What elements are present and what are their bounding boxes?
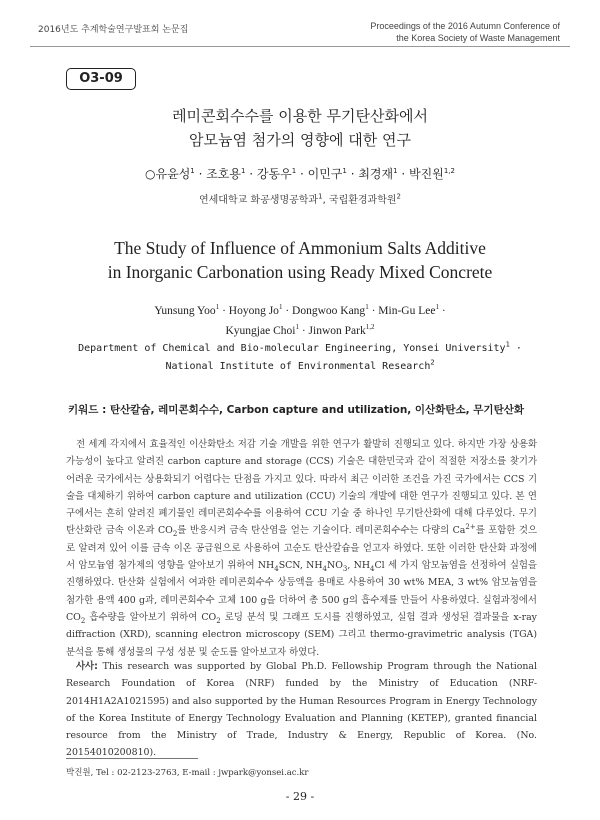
kr-affil-2-sup: 2 xyxy=(396,192,402,201)
author-sep: · xyxy=(346,167,359,181)
kr-affil-2: 국립환경과학원 xyxy=(328,195,397,206)
en-author-5-sup: 1 xyxy=(295,323,299,332)
page-number: - 29 - xyxy=(285,790,315,803)
kr-affil-1-sup: 1 xyxy=(318,192,323,201)
presenter-mark: ○ xyxy=(145,167,156,181)
author-2: 강동우 xyxy=(256,167,292,181)
author-5-sup: 1,2 xyxy=(443,167,455,175)
author-sep: · xyxy=(296,167,308,181)
en-affil-1-sup: 1 xyxy=(505,340,510,349)
header-left: 2016년도 추계학술연구발표회 논문집 xyxy=(38,25,189,35)
korean-title-line2: 암모늄염 첨가의 영향에 대한 연구 xyxy=(189,131,411,149)
en-author-1-sup: 1 xyxy=(215,303,220,312)
abstract-text-d: SCN, NH xyxy=(278,560,323,572)
sub-4: 4 xyxy=(370,564,375,573)
sub-4: 4 xyxy=(274,564,279,573)
abstract-text-e: NO xyxy=(327,560,343,572)
header-right xyxy=(370,20,560,44)
en-author-3-sup: 1 xyxy=(365,303,369,312)
english-authors xyxy=(0,301,600,341)
abstract-text-i: 로딩 분석 및 그래프 도시를 진행하였고, 실험 결과 생성된 결과물을 x-ray diffraction (XRD), scanning electron microscopy (SEM) 그리고 thermo-gravimetric analysis (TGA) 분석을 통해 생성물의 구성 성분 및 순도를 알아보고자 하였다. xyxy=(66,611,537,658)
author-5: 박진원 xyxy=(409,167,444,181)
author-3-sup: 1 xyxy=(342,167,347,175)
en-author-1: Yunsung Yoo xyxy=(154,305,216,317)
english-title-line2: in Inorganic Carbonation using Ready Mixed Concrete xyxy=(107,262,493,282)
session-code: O3-09 xyxy=(66,68,136,90)
acknowledgement xyxy=(66,658,537,762)
ack-text: This research was supported by Global Ph.D. Fellowship Program through the National Research Foundation of Korea (NRF) funded by the Ministry of Education (NRF-2014H1A2A1021595) and also supported by the Human Resources Program in Energy Technology of the Korea Institute of Energy Technology Evaluation and Planning (KETEP), granted financial resource from the Ministry of Trade, Industry & Energy, Republic of Korea. (No. 20154010200810). xyxy=(66,661,537,759)
en-author-sep: · xyxy=(219,305,229,317)
author-sep: · xyxy=(245,167,257,181)
sup-2plus: 2+ xyxy=(465,523,476,532)
en-author-sep: · xyxy=(282,305,293,317)
en-author-6-sup: 1,2 xyxy=(365,323,375,332)
english-affiliation-line1: Department of Chemical and Bio-molecular Engineering, Yonsei University$^1$ · xyxy=(78,340,522,354)
abstract-text-f: , NH xyxy=(347,560,371,572)
abstract xyxy=(66,436,537,661)
author-0: 유윤성 xyxy=(155,167,191,181)
abstract-text-c: 를 포함한 것으로 알려져 있어 이를 금속 이온 공급원으로 사용하여 고순도 탄산칼슘을 얻고자 하였다. 또한 이러한 탄산화 과정에서 암모늄염 첨가제의 영향을 알아보기 위하여 NH xyxy=(66,525,537,572)
author-2-sup: 1 xyxy=(291,167,297,175)
footnote-rule xyxy=(66,758,198,759)
korean-authors xyxy=(0,165,600,182)
keywords: 키워드 : 탄산칼슘, 레미콘회수수, Carbon capture and utilization, 이산화탄소, 무기탄산화 xyxy=(68,404,525,416)
en-author-sep: · xyxy=(298,325,309,337)
en-author-2-sup: 1 xyxy=(278,303,283,312)
abstract-text-a: 전 세계 각지에서 효율적인 이산화탄소 저감 기술 개발을 위한 연구가 활발히 진행되고 있다. 하지만 가장 상용화 가능성이 높다고 알려진 carbon capture and storage (CCS) 기술은 대한민국과 같이 적절한 저장소를 찾기가 어려운 국가에서는 상용화되기 어렵다는 단점을 가지고 있다. 따라서 최근 이러한 조건을 가진 국가에서는 CCS 기술을 대체하기 위하여 carbon capture and utilization (CCU) 기술의 개발에 대한 연구가 진행되고 있다. 본 연구에서는 흔히 알려진 폐기물인 레미콘회수수를 이용하여 CCU 기술 중 하나인 무기탄산화에 대해 다루었다. 무기탄산화란 금속 이온과 CO xyxy=(66,439,537,537)
ack-lead: 사사: xyxy=(76,661,98,672)
en-affil-2: National Institute of Environmental Research xyxy=(165,361,431,372)
en-author-2: Hoyong Jo xyxy=(228,305,279,317)
en-author-sep: · xyxy=(368,305,379,317)
author-1: 조호용 xyxy=(206,167,241,181)
abstract-text-h: 흡수량을 알아보기 위하여 CO xyxy=(85,611,217,623)
sub-3: 3 xyxy=(342,564,348,573)
english-title xyxy=(0,236,600,284)
header-right-line2: the Korea Society of Waste Management xyxy=(396,33,560,43)
author-4-sup: 1 xyxy=(393,167,398,175)
korean-title xyxy=(0,104,600,152)
abstract-paragraph xyxy=(66,436,537,661)
en-author-4-sup: 1 xyxy=(435,303,439,312)
kr-affil-1: 연세대학교 화공생명공학과 xyxy=(198,195,319,206)
sub-4: 4 xyxy=(322,564,328,573)
english-authors-line1 xyxy=(0,301,600,321)
corresponding-author-footnote: 박진원, Tel : 02-2123-2763, E-mail : jwpark@yonsei.ac.kr xyxy=(66,768,309,778)
sub-2: 2 xyxy=(216,616,221,625)
english-authors-line2 xyxy=(0,321,600,341)
header-right-line1: Proceedings of the 2016 Autumn Conference of xyxy=(370,21,560,31)
en-author-sep: · xyxy=(438,305,446,317)
author-4: 최경재 xyxy=(358,167,394,181)
author-sep: · xyxy=(194,167,207,181)
english-affiliation-line2 xyxy=(0,358,600,376)
acknowledgement-paragraph xyxy=(66,658,537,762)
author-1-sup: 1 xyxy=(241,167,246,175)
abstract-text-b: 를 반응시켜 금속 탄산염을 얻는 기술이다. 레미콘회수수는 다량의 Ca xyxy=(177,525,466,537)
english-affiliation xyxy=(0,340,600,376)
abstract-text-g: Cl 세 가지 암모늄염을 선정하여 실험을 진행하였다. 탄산화 실험에서 여과한 레미콘회수수 상등액을 용매로 사용하여 30 wt% MEA, 3 wt% 암모늄염을 첨가한 용액 400 g과, 레미콘회수수 고체 100 g을 더하여 총 500 g의 흡수제를 만들어 사용하였다. 실험과정에서 CO xyxy=(66,560,537,623)
english-title-line1: The Study of Influence of Ammonium Salts Additive xyxy=(114,238,486,258)
en-author-5: Kyungjae Choi xyxy=(225,325,296,337)
en-author-3: Dongwoo Kang xyxy=(292,305,366,317)
header-rule xyxy=(30,46,570,47)
korean-affiliation: 연세대학교 화공생명공학과$^1$, 국립환경과학원$^2$ xyxy=(198,192,402,206)
en-author-6: Jinwon Park xyxy=(308,325,366,337)
sub-2: 2 xyxy=(80,616,86,625)
author-3: 이민구 xyxy=(307,167,343,181)
author-0-sup: 1 xyxy=(190,167,195,175)
en-affil-1: Department of Chemical and Bio-molecular Engineering, Yonsei University xyxy=(78,343,506,354)
sub-2: 2 xyxy=(172,530,178,539)
en-author-4: Min-Gu Lee xyxy=(378,305,436,317)
en-affil-2-sup: 2 xyxy=(430,358,435,367)
korean-title-line1: 레미콘회수수를 이용한 무기탄산화에서 xyxy=(172,107,428,125)
author-sep: · xyxy=(397,167,410,181)
